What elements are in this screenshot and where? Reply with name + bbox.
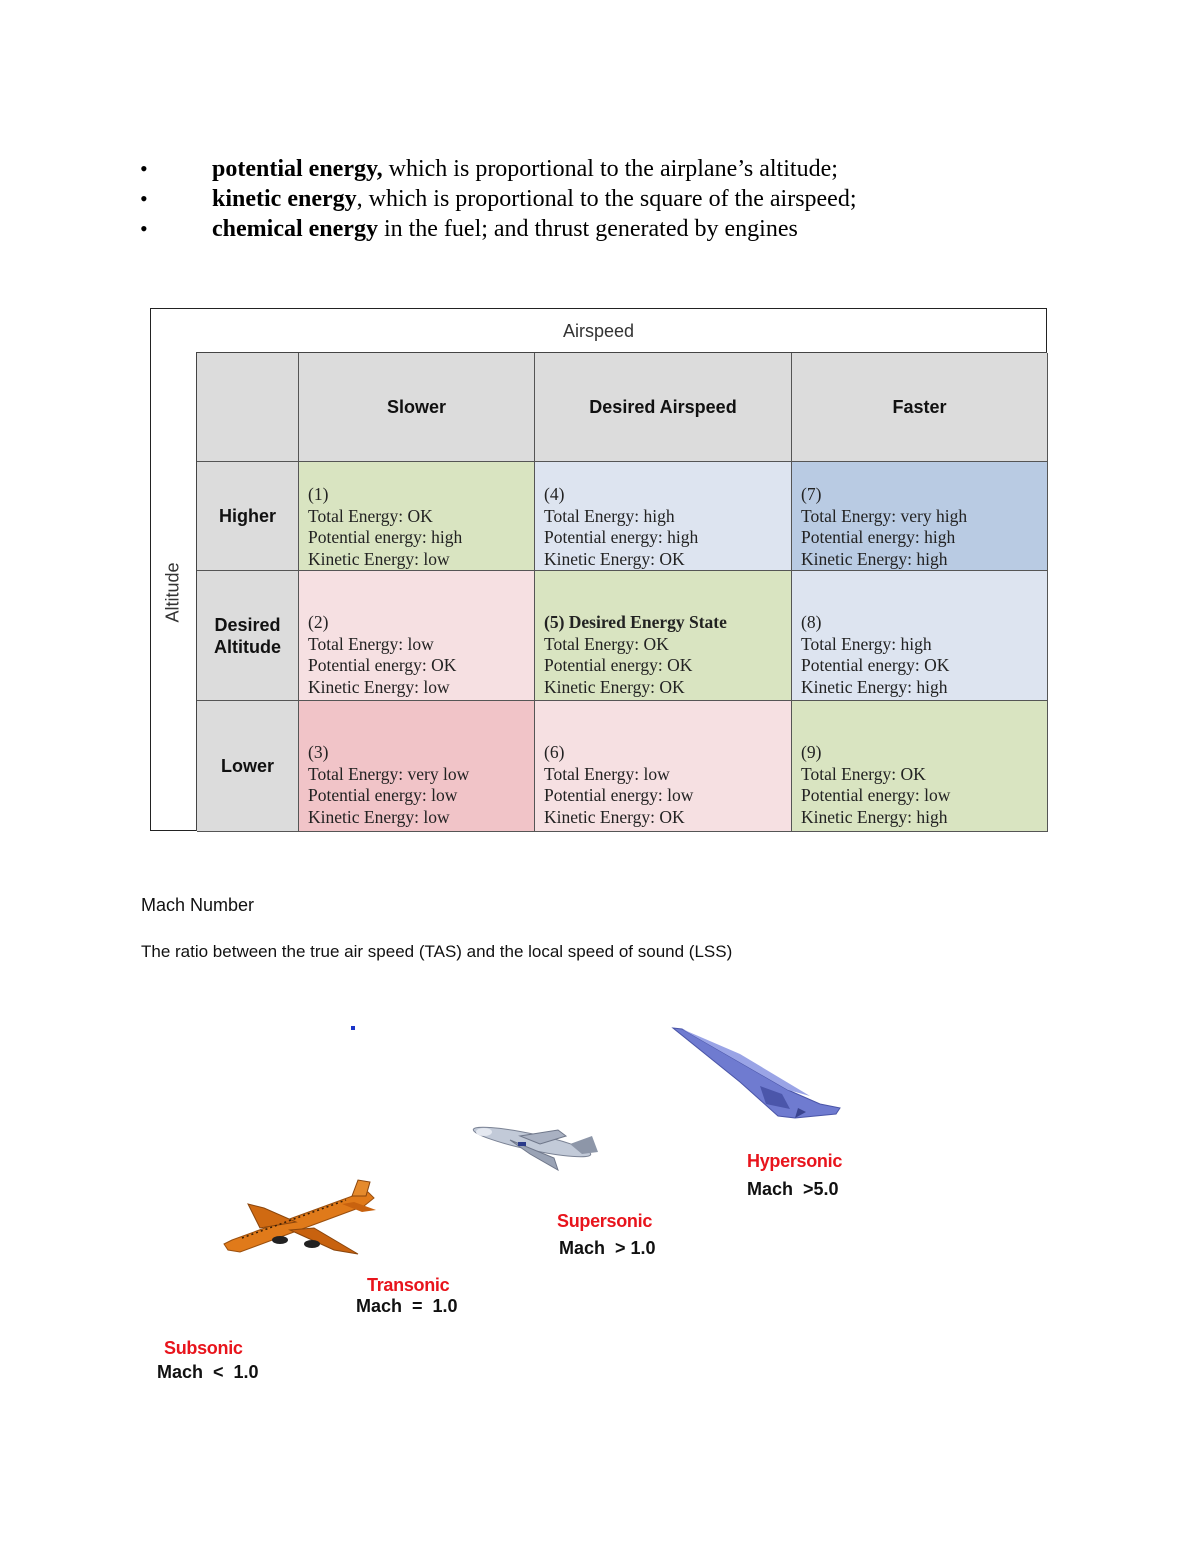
energy-cell — [535, 701, 792, 832]
cell-energy-line: Kinetic Energy: low — [308, 548, 450, 569]
cell-energy-line: Total Energy: very high — [801, 505, 968, 526]
cell-energy-line: Total Energy: OK — [544, 633, 669, 654]
cell-state-label: (7) — [801, 484, 822, 504]
energy-cell — [299, 571, 535, 701]
cell-state-label: (9) — [801, 742, 822, 762]
row-header: Higher — [197, 462, 299, 571]
energy-grid — [196, 352, 1047, 831]
cell-energy-line: Kinetic Energy: high — [801, 806, 948, 827]
cell-energy-line: Total Energy: high — [544, 505, 675, 526]
cell-energy-line: Kinetic Energy: low — [308, 676, 450, 697]
cell-energy-line: Potential energy: low — [801, 785, 951, 805]
cell-state-label: (2) — [308, 612, 329, 632]
energy-cell — [792, 462, 1048, 571]
cell-energy-line: Total Energy: OK — [801, 763, 926, 784]
column-header: Desired Airspeed — [535, 353, 792, 462]
cell-state-label: (1) — [308, 484, 329, 504]
bullet-term: chemical energy — [212, 216, 378, 242]
mach-number-definition: The ratio between the true air speed (TAS) and the local speed of sound (LSS) — [141, 942, 733, 961]
energy-cell — [792, 571, 1048, 701]
cell-energy-line: Total Energy: low — [544, 763, 670, 784]
transonic-label: Transonic — [367, 1275, 450, 1295]
energy-state-table — [150, 308, 1047, 831]
bullet-term: kinetic energy — [212, 186, 357, 212]
mach-number-heading: Mach Number — [141, 895, 255, 915]
cell-energy-line: Potential energy: OK — [308, 655, 457, 675]
bullet-term: potential energy, — [212, 156, 383, 182]
supersonic-label: Supersonic — [557, 1211, 653, 1231]
altitude-axis-title: Altitude — [162, 561, 183, 623]
airliner-icon — [218, 1178, 384, 1264]
cell-energy-line: Potential energy: high — [308, 527, 463, 547]
transonic-mach-value: Mach = 1.0 — [356, 1296, 458, 1316]
cell-energy-line: Potential energy: high — [544, 527, 699, 547]
subsonic-mach-value: Mach < 1.0 — [157, 1362, 259, 1382]
energy-cell — [535, 462, 792, 571]
hypersonic-mach-value: Mach >5.0 — [747, 1179, 839, 1199]
cell-energy-line: Total Energy: high — [801, 633, 932, 654]
cell-state-label: (5) Desired Energy State — [544, 612, 727, 632]
corner-cell — [197, 353, 299, 462]
cell-state-label: (4) — [544, 484, 565, 504]
energy-cell — [535, 571, 792, 701]
bullet-description: , which is proportional to the square of the airspeed; — [356, 186, 857, 212]
cell-energy-line: Potential energy: low — [544, 785, 694, 805]
cell-state-label: (3) — [308, 742, 329, 762]
subsonic-label: Subsonic — [164, 1338, 243, 1358]
energy-bullet-list — [140, 154, 1100, 244]
row-header: Lower — [197, 701, 299, 832]
cell-energy-line: Total Energy: OK — [308, 505, 433, 526]
row-header: Desired Altitude — [197, 571, 299, 701]
cell-energy-line: Potential energy: OK — [544, 655, 693, 675]
bullet-description: which is proportional to the airplane’s altitude; — [382, 156, 838, 182]
cell-energy-line: Kinetic Energy: high — [801, 548, 948, 569]
bullet-marker: • — [140, 156, 148, 181]
cell-energy-line: Potential energy: low — [308, 785, 458, 805]
airspeed-axis-title: Airspeed — [562, 321, 635, 341]
supersonic-mach-value: Mach > 1.0 — [559, 1238, 656, 1258]
bullet-marker: • — [140, 216, 148, 241]
cell-energy-line: Potential energy: high — [801, 527, 956, 547]
column-header: Faster — [792, 353, 1048, 462]
cell-energy-line: Total Energy: very low — [308, 763, 470, 784]
energy-cell — [792, 701, 1048, 832]
energy-cell — [299, 462, 535, 571]
cell-energy-line: Potential energy: OK — [801, 655, 950, 675]
cell-energy-line: Kinetic Energy: OK — [544, 548, 685, 569]
supersonic-jet-icon — [470, 1114, 602, 1174]
cell-state-label: (8) — [801, 612, 822, 632]
hypersonic-label: Hypersonic — [747, 1151, 843, 1171]
cell-state-label: (6) — [544, 742, 565, 762]
cell-energy-line: Kinetic Energy: high — [801, 676, 948, 697]
cell-energy-line: Kinetic Energy: low — [308, 806, 450, 827]
cell-energy-line: Kinetic Energy: OK — [544, 676, 685, 697]
bullet-description: in the fuel; and thrust generated by engines — [377, 216, 798, 242]
bullet-item — [140, 214, 1100, 244]
bullet-item — [140, 184, 1100, 214]
hypersonic-craft-icon — [670, 1024, 850, 1124]
cell-energy-line: Kinetic Energy: OK — [544, 806, 685, 827]
stray-dot — [351, 1026, 355, 1030]
cell-energy-line: Total Energy: low — [308, 633, 434, 654]
column-header: Slower — [299, 353, 535, 462]
bullet-marker: • — [140, 186, 148, 211]
energy-cell — [299, 701, 535, 832]
bullet-item — [140, 154, 1100, 184]
